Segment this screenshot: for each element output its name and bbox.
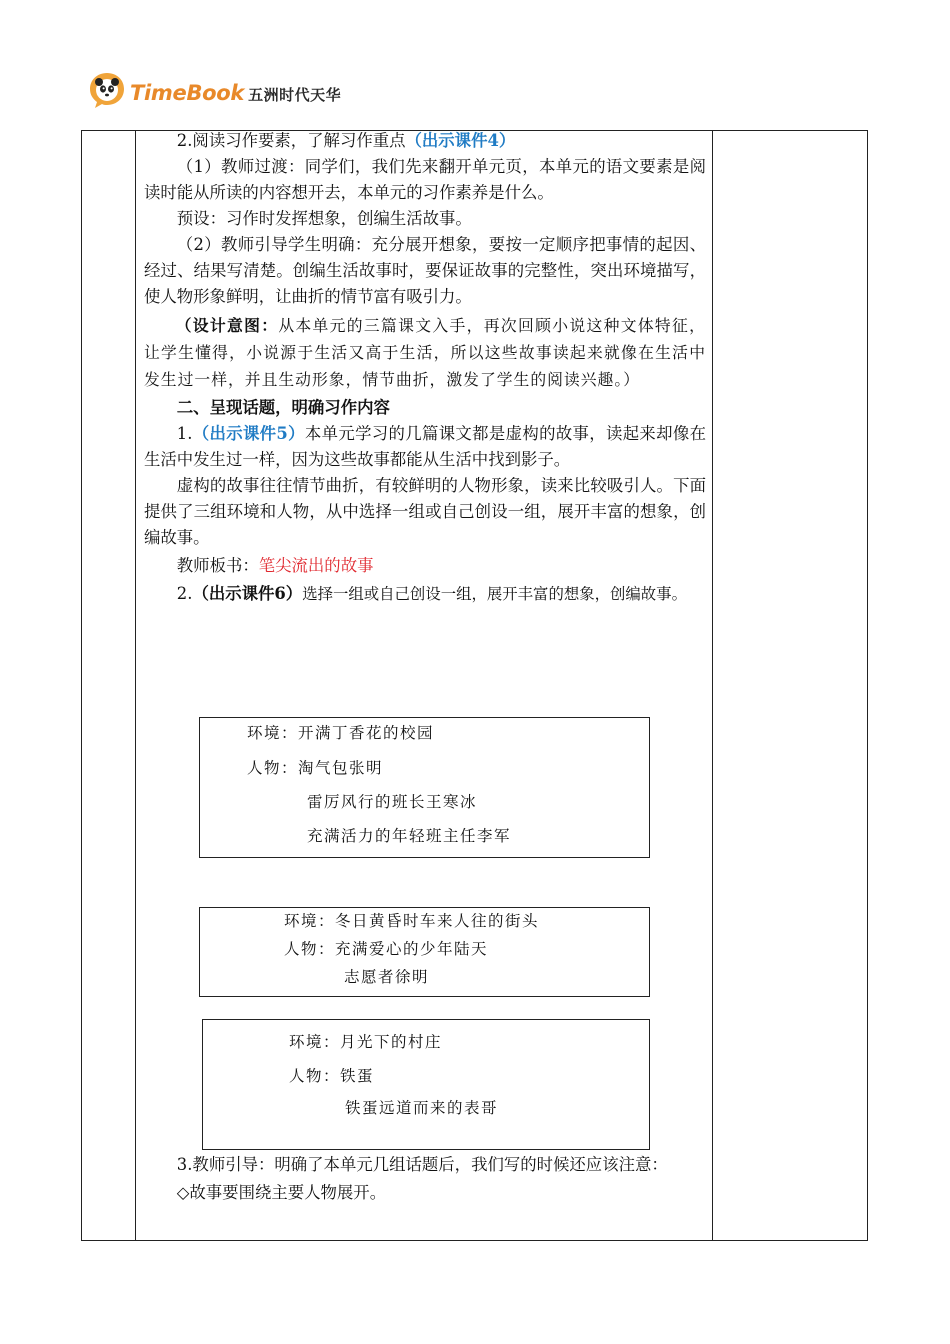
- lesson-content-tail: [144, 1152, 706, 1206]
- scenario-1-person-2: 雷厉风行的班长王寒冰: [307, 793, 478, 811]
- column-divider-left: [135, 130, 136, 1241]
- lesson-content: [144, 128, 706, 613]
- scenario-1-people: 人物：淘气包张明: [247, 759, 384, 777]
- column-divider-right: [712, 130, 713, 1241]
- paragraph-item-3: 3.教师引导：明确了本单元几组话题后，我们写的时候还应该注意：: [176, 1155, 668, 1174]
- design-intent: （设计意图：从本单元的三篇课文入手，再次回顾小说这种文体特征，让学生懂得，小说源于生活又高于生活，所以这些故事读起来就像在生活中发生过一样，并且生动形象，情节曲折，激发了学生的阅读兴趣。）: [144, 316, 706, 389]
- paragraph-teacher-transition: （1）教师过渡：同学们，我们先来翻开单元页，本单元的语文要素是阅读时能从所读的内容想开去，本单元的习作素养是什么。: [144, 157, 706, 202]
- scenario-3-people: 人物：铁蛋: [289, 1067, 375, 1085]
- section-heading-2: 二、呈现话题，明确习作内容: [176, 398, 390, 417]
- paragraph-preset: 预设：习作时发挥想象，创编生活故事。: [176, 209, 472, 228]
- panda-logo-icon: [88, 71, 126, 109]
- paragraph-item-2: 2.（出示课件6）选择一组或自己创设一组，展开丰富的想象，创编故事。: [176, 584, 687, 603]
- scenario-3-person-2: 铁蛋远道而来的表哥: [345, 1099, 499, 1117]
- paragraph-story-rule: ◇故事要围绕主要人物展开。: [176, 1183, 387, 1202]
- scenario-box-3: [202, 1019, 650, 1150]
- design-intent-label: （设计意图：: [175, 316, 279, 335]
- scenario-2-people: 人物：充满爱心的少年陆天: [284, 940, 489, 958]
- header-logo: [88, 70, 341, 110]
- board-title: 笔尖流出的故事: [258, 556, 374, 575]
- scenario-3-environment: 环境：月光下的村庄: [289, 1033, 443, 1051]
- paragraph-teacher-guide: （2）教师引导学生明确：充分展开想象，要按一定顺序把事情的起因、经过、结果写清楚。创编生活故事时，要保证故事的完整性，突出环境描写，使人物形象鲜明，让曲折的情节富有吸引力。: [144, 235, 706, 306]
- paragraph-step-2: 2.阅读习作要素，了解习作重点（出示课件4）: [176, 131, 516, 150]
- scenario-box-1: [199, 717, 650, 858]
- scenario-box-2: [199, 907, 650, 997]
- courseware-tag-5: （出示课件5）: [192, 424, 305, 443]
- scenario-2-environment: 环境：冬日黄昏时车来人往的街头: [284, 912, 540, 930]
- logo-brand-text: TimeBook: [130, 81, 245, 105]
- paragraph-board-writing: 教师板书：笔尖流出的故事: [176, 556, 374, 575]
- courseware-tag-6: （出示课件6）: [192, 584, 303, 603]
- paragraph-fiction: 虚构的故事往往情节曲折，有较鲜明的人物形象，读来比较吸引人。下面提供了三组环境和人物，从中选择一组或自己创设一组，展开丰富的想象，创编故事。: [144, 476, 706, 547]
- scenario-2-person-2: 志愿者徐明: [344, 968, 430, 986]
- scenario-1-person-3: 充满活力的年轻班主任李军: [307, 827, 512, 845]
- courseware-tag-4: （出示课件4）: [405, 131, 516, 150]
- logo-chinese-text: 五洲时代天华: [248, 86, 342, 104]
- scenario-1-environment: 环境：开满丁香花的校园: [247, 724, 435, 742]
- paragraph-item-1: 1.（出示课件5）本单元学习的几篇课文都是虚构的故事，读起来却像在生活中发生过一样，因为这些故事都能从生活中找到影子。: [144, 424, 707, 469]
